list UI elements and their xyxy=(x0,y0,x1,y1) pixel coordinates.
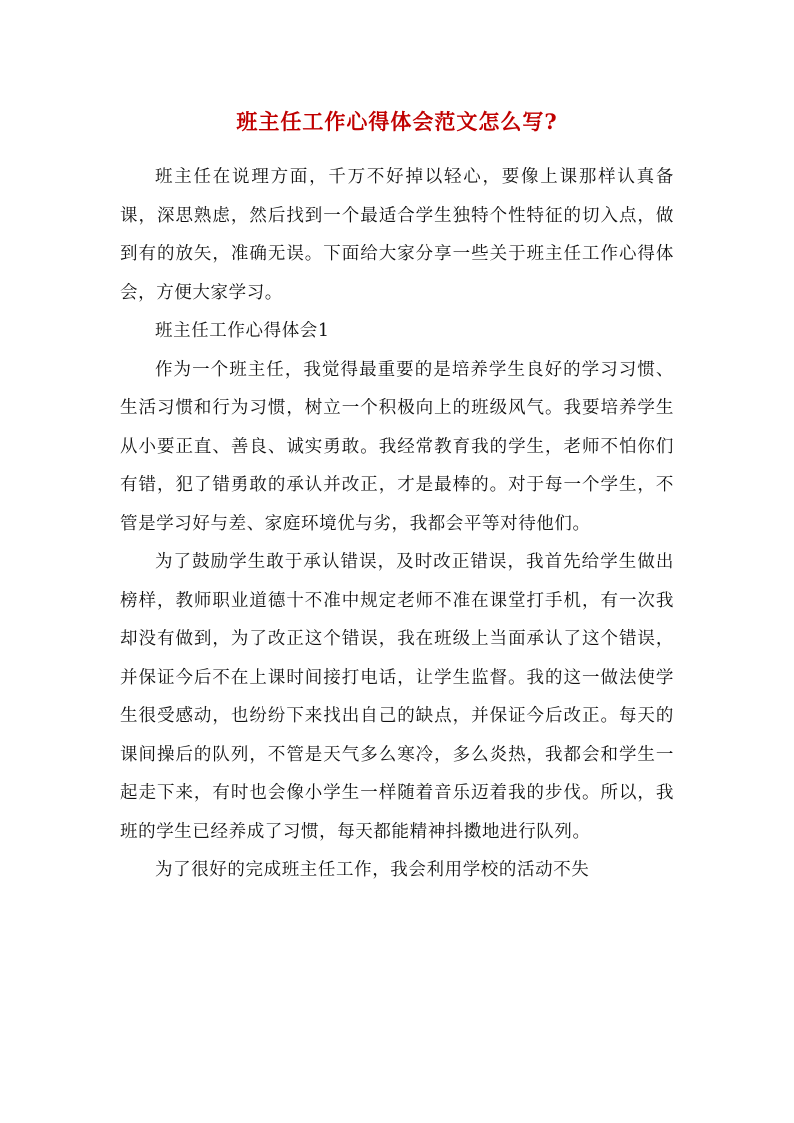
body-paragraph-2: 为了鼓励学生敢于承认错误，及时改正错误，我首先给学生做出榜样，教师职业道德十不准中规定老师不准在课堂打手机，有一次我却没有做到，为了改正这个错误，我在班级上当面承认了这个错误，并保证今后不在上课时间接打电话，让学生监督。我的这一做法使学生很受感动，也纷纷下来找出自己的缺点，并保证今后改正。每天的课间操后的队列，不管是天气多么寒冷，多么炎热，我都会和学生一起走下来，有时也会像小学生一样随着音乐迈着我的步伐。所以，我班的学生已经养成了习惯，每天都能精神抖擞地进行队列。 xyxy=(120,552,674,842)
intro-paragraph: 班主任在说理方面，千万不好掉以轻心，要像上课那样认真备课，深思熟虑，然后找到一个最适合学生独特个性特征的切入点，做到有的放矢，准确无误。下面给大家分享一些关于班主任工作心得体会，方便大家学习。 xyxy=(120,167,674,303)
document-title: 班主任工作心得体会范文怎么写? xyxy=(236,109,558,134)
body-paragraph-1: 作为一个班主任，我觉得最重要的是培养学生良好的学习习惯、生活习惯和行为习惯，树立一个积极向上的班级风气。我要培养学生从小要正直、善良、诚实勇敢。我经常教育我的学生，老师不怕你们有错，犯了错勇敢的承认并改正，才是最棒的。对于每一个学生，不管是学习好与差、家庭环境优与劣，我都会平等对待他们。 xyxy=(120,359,674,534)
section-heading: 班主任工作心得体会1 xyxy=(155,321,330,341)
body-paragraph-3: 为了很好的完成班主任工作，我会利用学校的活动不失 xyxy=(155,860,590,880)
document-body xyxy=(120,158,674,890)
